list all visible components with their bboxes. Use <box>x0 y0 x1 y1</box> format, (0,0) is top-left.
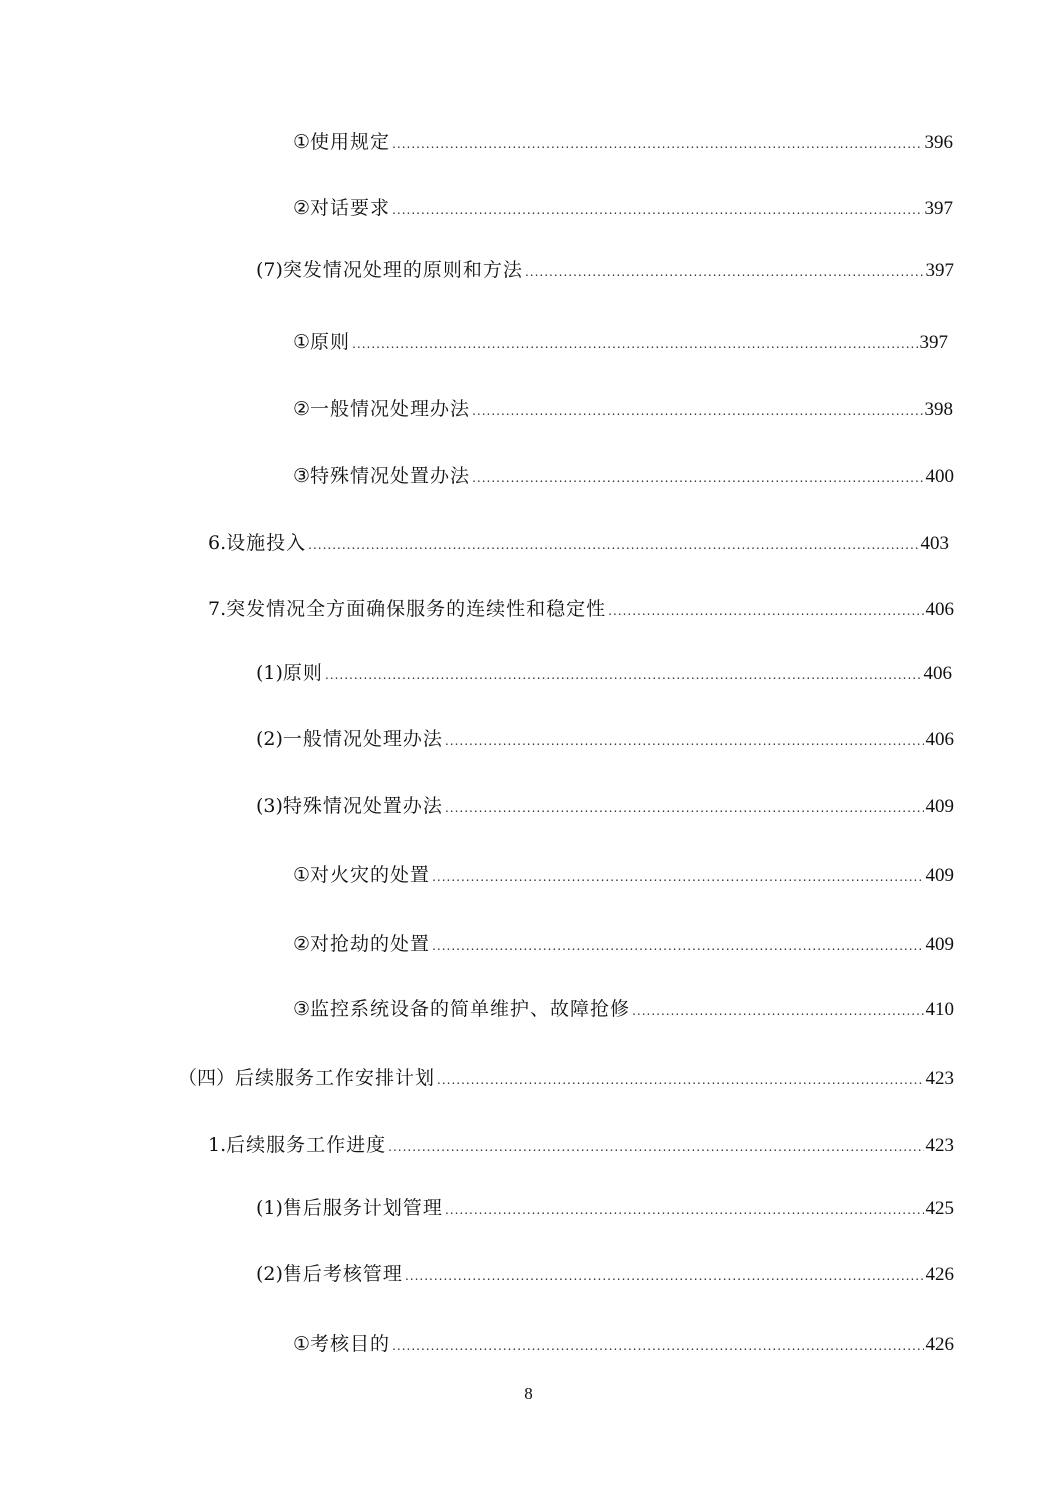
toc-entry[interactable] <box>293 330 948 356</box>
toc-entry-number: ③ <box>293 465 311 487</box>
toc-entry-title: 对话要求 <box>310 197 391 219</box>
toc-entry[interactable] <box>293 464 954 490</box>
dot-leader <box>445 1198 924 1222</box>
toc-entry[interactable] <box>256 794 954 820</box>
toc-entry-page: 406 <box>923 663 952 684</box>
toc-entry-number: (7) <box>256 259 283 281</box>
toc-entry-number: (3) <box>256 795 283 817</box>
toc-entry[interactable] <box>256 258 954 284</box>
dot-leader <box>388 1135 923 1159</box>
toc-entry-title: 一般情况处理办法 <box>310 398 471 420</box>
toc-entry-page: 410 <box>925 999 954 1020</box>
toc-entry-title: 售后服务计划管理 <box>282 1197 443 1219</box>
toc-entry-title: 售后考核管理 <box>282 1263 403 1285</box>
toc-entry[interactable] <box>208 1133 954 1159</box>
dot-leader <box>432 934 923 958</box>
toc-entry-title: 特殊情况处置办法 <box>282 795 443 817</box>
toc-entry[interactable] <box>208 531 949 557</box>
toc-entry-number: (2) <box>256 1263 283 1285</box>
dot-leader <box>437 1068 923 1092</box>
toc-entry-number: ② <box>293 197 311 219</box>
toc-entry-page: 426 <box>925 1264 954 1285</box>
toc-entry-title: 考核目的 <box>310 1333 391 1355</box>
toc-entry-number: （四） <box>178 1067 236 1089</box>
toc-entry-title: 突发情况处理的原则和方法 <box>282 259 523 281</box>
toc-entry[interactable] <box>256 1196 954 1222</box>
toc-entry-number: ① <box>293 864 311 886</box>
toc-entry-title: 特殊情况处置办法 <box>310 465 471 487</box>
toc-entry-page: 423 <box>925 1068 954 1089</box>
toc-entry-title: 后续服务工作进度 <box>226 1134 387 1156</box>
toc-entry-number: ① <box>293 131 311 153</box>
toc-entry-number: (2) <box>256 728 283 750</box>
toc-entry-page: 406 <box>925 729 954 750</box>
toc-entry-page: 406 <box>925 599 954 620</box>
toc-entry-number: ① <box>293 1333 311 1355</box>
toc-entry-number: ② <box>293 933 311 955</box>
toc-entry[interactable] <box>256 661 952 687</box>
toc-entry-number: 7. <box>208 598 227 620</box>
toc-entry[interactable] <box>293 196 953 222</box>
dot-leader <box>472 466 923 490</box>
dot-leader <box>525 260 924 284</box>
dot-leader <box>445 729 924 753</box>
dot-leader <box>445 796 924 820</box>
toc-entry-page: 396 <box>924 132 953 153</box>
dot-leader <box>632 999 923 1023</box>
dot-leader <box>405 1264 924 1288</box>
toc-entry-title: 设施投入 <box>226 532 307 554</box>
page-number: 8 <box>524 1384 533 1403</box>
toc-entry-title: 后续服务工作安排计划 <box>235 1067 436 1089</box>
toc-entry[interactable] <box>293 130 953 156</box>
toc-entry[interactable] <box>293 997 954 1023</box>
toc-entry[interactable] <box>256 1262 954 1288</box>
toc-entry-title: 一般情况处理办法 <box>282 728 443 750</box>
toc-entry-title: 原则 <box>282 662 323 684</box>
toc-entry[interactable] <box>178 1066 954 1092</box>
toc-entry-number: 1. <box>208 1134 227 1156</box>
toc-entry-page: 425 <box>925 1198 954 1219</box>
toc-entry[interactable] <box>208 597 954 623</box>
dot-leader <box>392 1334 923 1358</box>
toc-entry-number: (1) <box>256 662 283 684</box>
dot-leader <box>352 332 917 356</box>
dot-leader <box>432 865 923 889</box>
dot-leader <box>472 399 922 423</box>
toc-entry-page: 409 <box>925 796 954 817</box>
toc-entry-number: ② <box>293 398 311 420</box>
dot-leader <box>608 599 923 623</box>
toc-entry-page: 398 <box>924 399 953 420</box>
toc-entry-title: 对火灾的处置 <box>310 864 431 886</box>
toc-entry[interactable] <box>293 397 953 423</box>
dot-leader <box>325 663 922 687</box>
toc-entry-title: 监控系统设备的简单维护、故障抢修 <box>310 998 631 1020</box>
toc-entry-number: ① <box>293 331 311 353</box>
toc-entry-title: 突发情况全方面确保服务的连续性和稳定性 <box>226 598 607 620</box>
toc-entry-page: 426 <box>925 1334 954 1355</box>
toc-entry-page: 403 <box>920 533 949 554</box>
toc-entry-number: ③ <box>293 998 311 1020</box>
toc-entry-page: 397 <box>925 260 954 281</box>
toc-entry-page: 423 <box>925 1135 954 1156</box>
toc-entry[interactable] <box>293 863 954 889</box>
toc-entry[interactable] <box>293 1332 954 1358</box>
dot-leader <box>308 533 918 557</box>
toc-entry-page: 409 <box>925 934 954 955</box>
dot-leader <box>392 198 922 222</box>
toc-entry-page: 400 <box>925 466 954 487</box>
toc-entry[interactable] <box>293 932 954 958</box>
toc-entry-number: 6. <box>208 532 227 554</box>
toc-entry[interactable] <box>256 727 954 753</box>
dot-leader <box>392 132 922 156</box>
toc-entry-page: 409 <box>925 865 954 886</box>
toc-entry-title: 原则 <box>310 331 351 353</box>
toc-entry-page: 397 <box>924 198 953 219</box>
toc-entry-title: 使用规定 <box>310 131 391 153</box>
toc-entry-title: 对抢劫的处置 <box>310 933 431 955</box>
toc-entry-page: 397 <box>919 332 948 353</box>
toc-entry-number: (1) <box>256 1197 283 1219</box>
